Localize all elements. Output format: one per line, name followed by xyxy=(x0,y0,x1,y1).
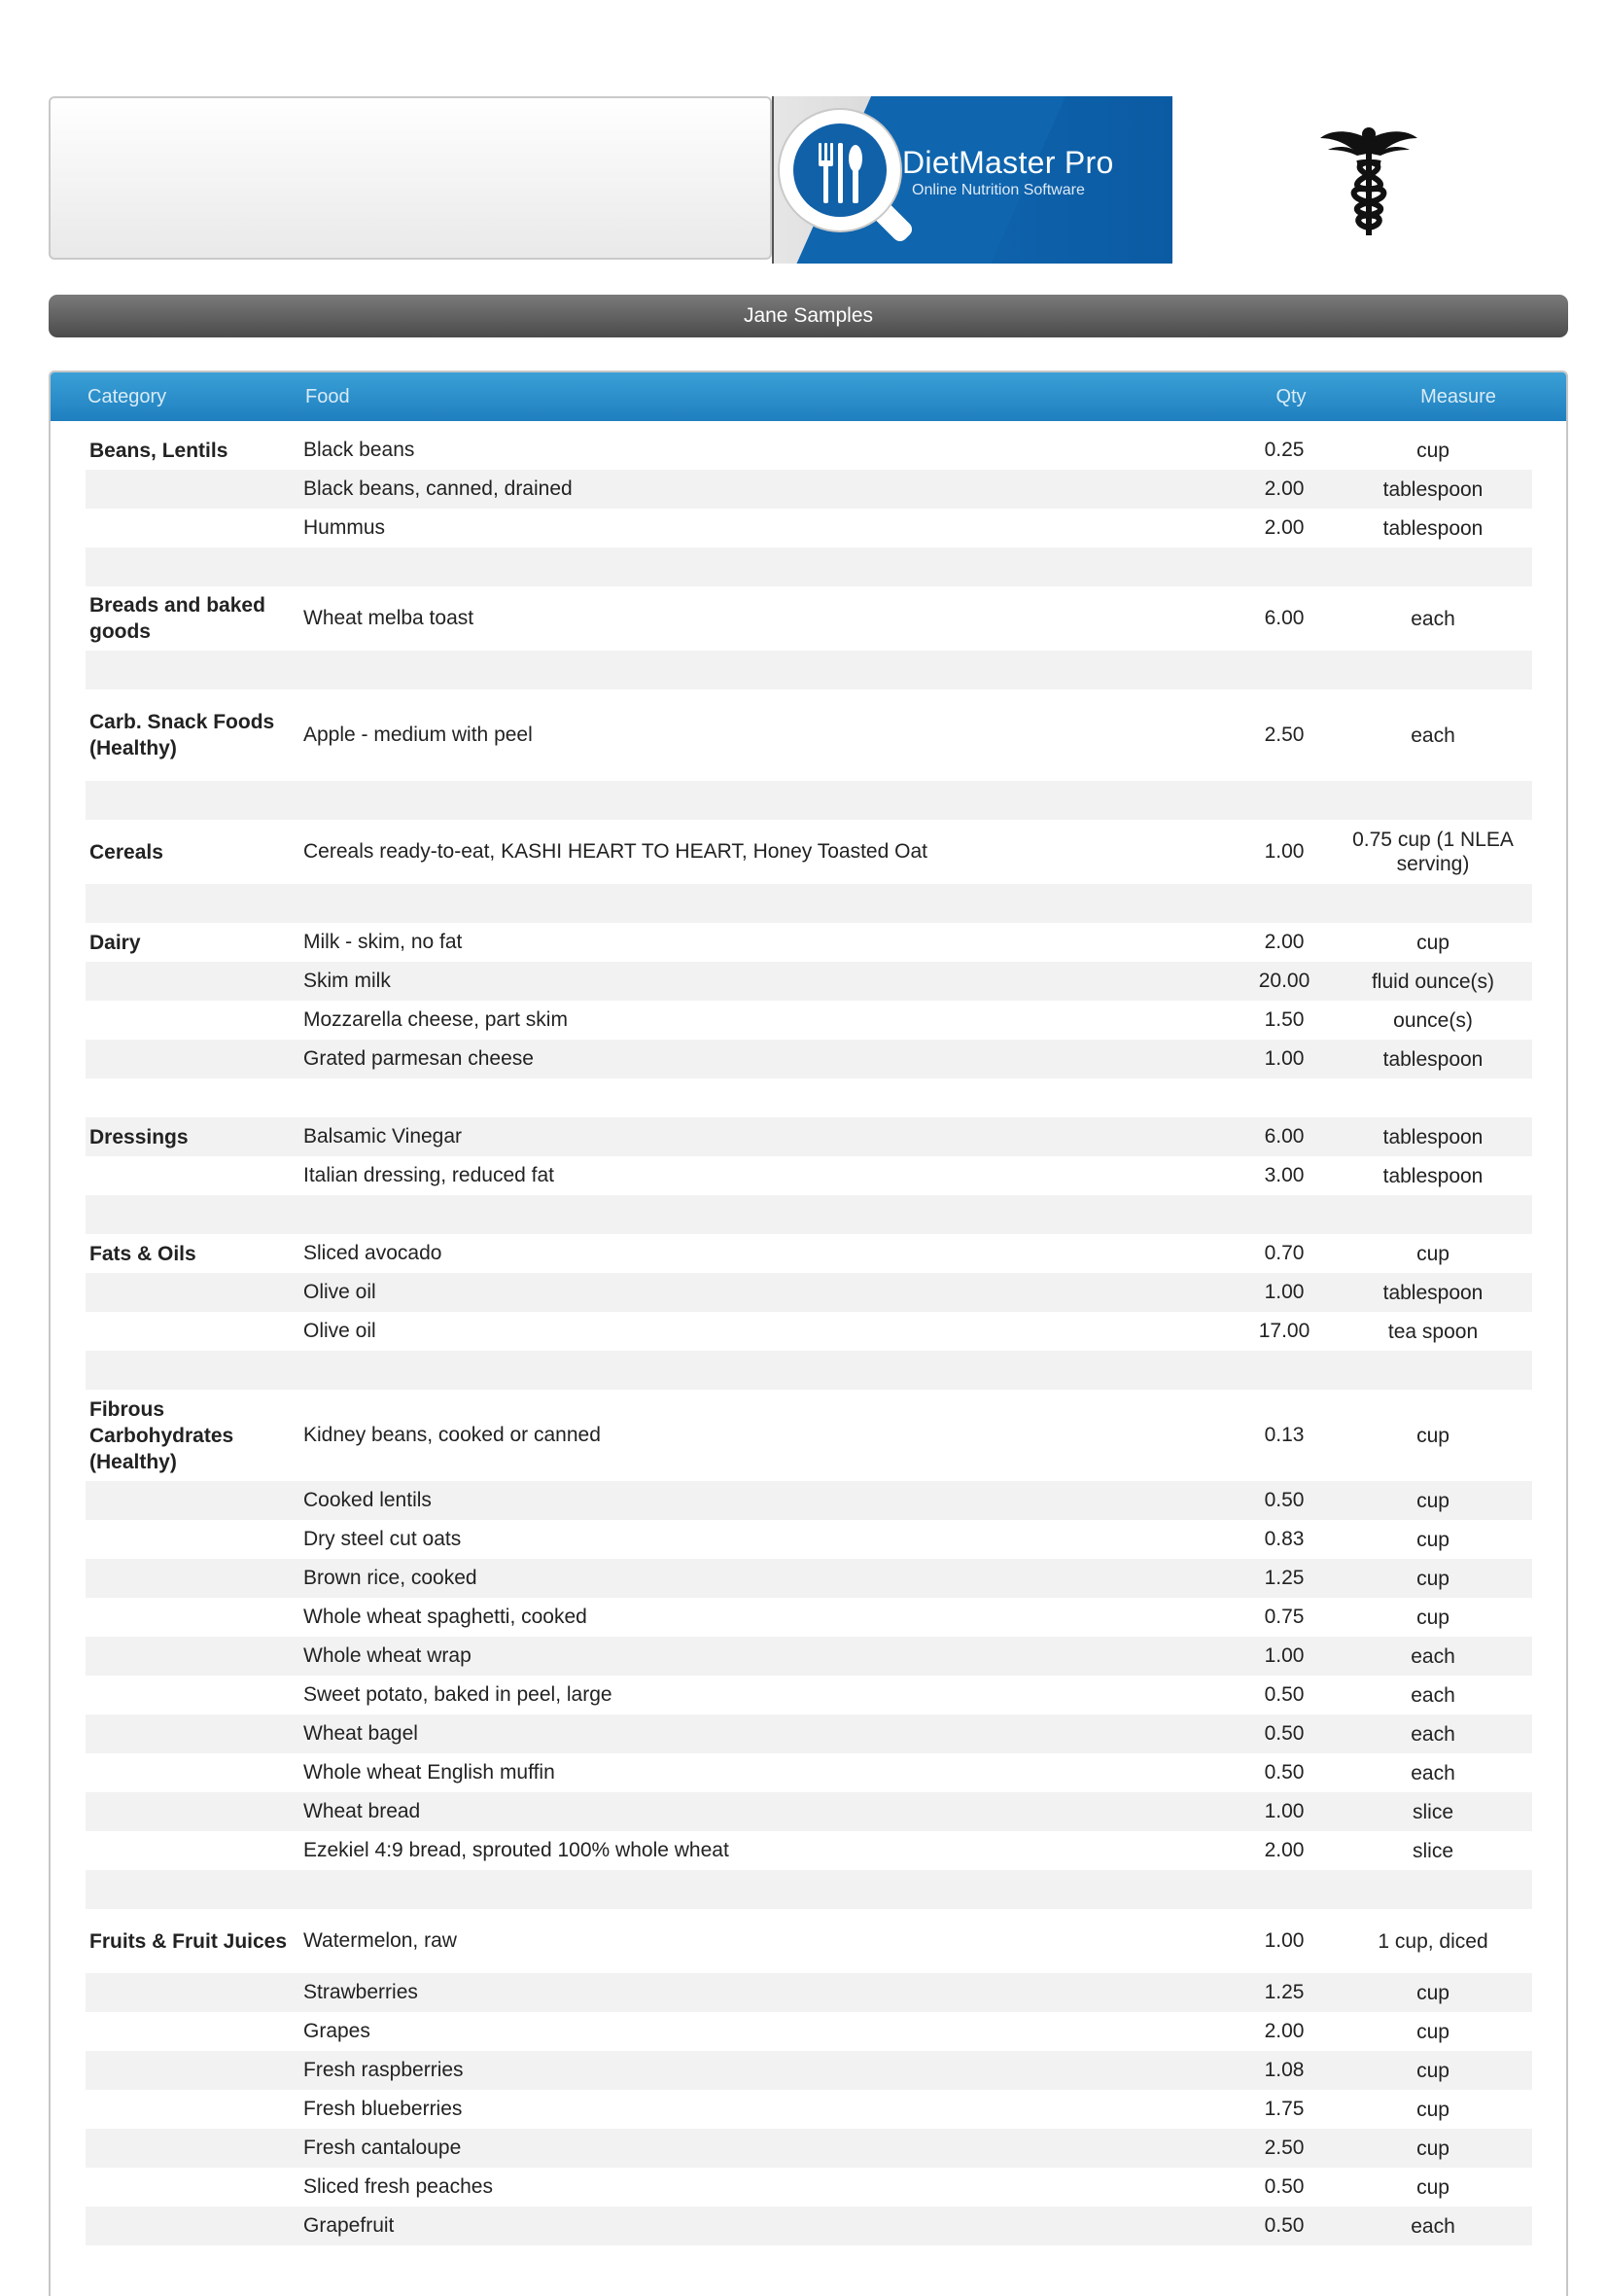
table-row xyxy=(86,1234,1532,1273)
measure-cell: slice xyxy=(1412,1839,1453,1862)
food-cell: Sweet potato, baked in peel, large xyxy=(303,1683,612,1706)
food-cell: Wheat bread xyxy=(303,1800,421,1822)
qty-cell: 0.50 xyxy=(1264,1683,1305,1706)
qty-cell: 2.50 xyxy=(1264,724,1305,746)
food-cell: Apple - medium with peel xyxy=(303,724,533,746)
table-row xyxy=(86,923,1532,962)
measure-cell: cup xyxy=(1416,1242,1450,1265)
table-row xyxy=(86,1753,1532,1792)
measure-cell: cup xyxy=(1416,931,1450,954)
spacer-row xyxy=(86,1870,1532,1909)
table-row xyxy=(86,1676,1532,1714)
food-cell: Strawberries xyxy=(303,1981,418,2003)
qty-cell: 0.50 xyxy=(1264,1489,1305,1511)
measure-cell: cup xyxy=(1416,1567,1450,1590)
table-row xyxy=(86,1831,1532,1870)
spacer-row xyxy=(86,1351,1532,1390)
food-cell: Sliced fresh peaches xyxy=(303,2175,493,2198)
qty-cell: 0.50 xyxy=(1264,2214,1305,2237)
qty-cell: 1.25 xyxy=(1264,1981,1305,2003)
qty-cell: 2.00 xyxy=(1264,931,1305,953)
measure-cell: each xyxy=(1411,607,1455,630)
food-cell: Sliced avocado xyxy=(303,1242,442,1264)
measure-cell: cup xyxy=(1416,1424,1450,1447)
table-row xyxy=(86,586,1532,651)
spacer-row xyxy=(86,781,1532,820)
table-row xyxy=(86,2012,1532,2051)
food-cell: Grapefruit xyxy=(303,2214,395,2237)
food-list-table xyxy=(49,371,1568,2296)
measure-cell: cup xyxy=(1416,1489,1450,1512)
qty-cell: 0.13 xyxy=(1264,1424,1305,1446)
table-row xyxy=(86,1481,1532,1520)
food-cell: Whole wheat wrap xyxy=(303,1644,472,1667)
measure-cell: tablespoon xyxy=(1382,1125,1484,1148)
qty-cell: 0.50 xyxy=(1264,1761,1305,1784)
qty-cell: 0.50 xyxy=(1264,2175,1305,2198)
client-name-bar: Jane Samples xyxy=(49,295,1568,337)
category-cell: Fats & Oils xyxy=(89,1242,196,1265)
food-cell: Italian dressing, reduced fat xyxy=(303,1164,554,1186)
table-row xyxy=(86,2090,1532,2129)
qty-cell: 1.00 xyxy=(1264,840,1305,863)
spacer-row xyxy=(86,651,1532,689)
spacer-row xyxy=(86,884,1532,923)
qty-cell: 2.00 xyxy=(1264,2020,1305,2042)
qty-cell: 0.75 xyxy=(1264,1606,1305,1628)
food-cell: Skim milk xyxy=(303,970,391,992)
table-row xyxy=(86,1909,1532,1973)
logo-title: DietMaster Pro xyxy=(902,145,1114,180)
food-cell: Balsamic Vinegar xyxy=(303,1125,463,1148)
food-cell: Kidney beans, cooked or canned xyxy=(303,1424,601,1446)
qty-cell: 2.00 xyxy=(1264,477,1305,500)
food-cell: Wheat bagel xyxy=(303,1722,418,1745)
qty-cell: 1.00 xyxy=(1264,1047,1305,1070)
food-cell: Grated parmesan cheese xyxy=(303,1047,534,1070)
qty-cell: 1.50 xyxy=(1264,1008,1305,1031)
table-row xyxy=(86,689,1532,781)
measure-cell: each xyxy=(1411,1722,1455,1746)
fork-knife-magnifier-icon xyxy=(811,139,869,207)
table-row xyxy=(86,509,1532,548)
measure-cell: 1 cup, diced xyxy=(1378,1929,1488,1953)
measure-cell: each xyxy=(1411,1761,1455,1784)
qty-cell: 0.25 xyxy=(1264,439,1305,461)
food-cell: Cooked lentils xyxy=(303,1489,432,1511)
measure-cell: each xyxy=(1411,1644,1455,1668)
table-row xyxy=(86,470,1532,509)
table-row xyxy=(86,1390,1532,1481)
table-header xyxy=(51,372,1566,421)
food-cell: Fresh cantaloupe xyxy=(303,2137,462,2159)
qty-cell: 1.75 xyxy=(1264,2098,1305,2120)
column-header-food: Food xyxy=(305,386,350,407)
category-cell: Breads and baked goods xyxy=(89,594,265,643)
measure-cell: cup xyxy=(1416,1528,1450,1551)
food-cell: Olive oil xyxy=(303,1281,376,1303)
category-cell: Fruits & Fruit Juices xyxy=(89,1929,288,1953)
food-cell: Whole wheat English muffin xyxy=(303,1761,555,1784)
qty-cell: 1.25 xyxy=(1264,1567,1305,1589)
food-cell: Hummus xyxy=(303,516,386,539)
spacer-row xyxy=(86,548,1532,586)
table-row xyxy=(86,1559,1532,1598)
qty-cell: 0.50 xyxy=(1264,1722,1305,1745)
table-row xyxy=(86,2051,1532,2090)
measure-cell: tablespoon xyxy=(1382,477,1484,501)
food-cell: Black beans, canned, drained xyxy=(303,477,573,500)
spacer-row xyxy=(86,1195,1532,1234)
column-header-qty: Qty xyxy=(1275,386,1307,407)
measure-cell: fluid ounce(s) xyxy=(1371,970,1495,993)
food-cell: Ezekiel 4:9 bread, sprouted 100% whole wheat xyxy=(303,1839,729,1861)
category-cell: Cereals xyxy=(89,840,163,864)
food-cell: Fresh blueberries xyxy=(303,2098,463,2120)
food-cell: Whole wheat spaghetti, cooked xyxy=(303,1606,587,1628)
qty-cell: 6.00 xyxy=(1264,607,1305,629)
qty-cell: 1.00 xyxy=(1264,1929,1305,1952)
qty-cell: 3.00 xyxy=(1264,1164,1305,1186)
table-row xyxy=(86,2168,1532,2207)
category-cell: Dressings xyxy=(89,1125,189,1148)
table-row xyxy=(86,820,1532,884)
measure-cell: cup xyxy=(1416,2137,1450,2160)
table-row xyxy=(86,2129,1532,2168)
table-row xyxy=(86,1598,1532,1637)
table-row xyxy=(86,1792,1532,1831)
table-row xyxy=(86,1973,1532,2012)
table-row xyxy=(86,2207,1532,2245)
measure-cell: cup xyxy=(1416,439,1450,462)
spacer-row xyxy=(86,1078,1532,1117)
table-row xyxy=(86,1273,1532,1312)
table-row xyxy=(86,431,1532,470)
food-cell: Mozzarella cheese, part skim xyxy=(303,1008,568,1031)
food-cell: Wheat melba toast xyxy=(303,607,474,629)
qty-cell: 17.00 xyxy=(1258,1320,1310,1342)
table-row xyxy=(86,1001,1532,1040)
table-row xyxy=(86,1714,1532,1753)
category-cell: Dairy xyxy=(89,931,141,954)
table-body xyxy=(51,421,1566,2245)
food-cell: Cereals ready-to-eat, KASHI HEART TO HEART, Honey Toasted Oat xyxy=(303,840,927,863)
qty-cell: 1.00 xyxy=(1264,1644,1305,1667)
measure-cell: cup xyxy=(1416,2020,1450,2043)
food-cell: Grapes xyxy=(303,2020,370,2042)
table-row xyxy=(86,1040,1532,1078)
caduceus-icon xyxy=(1318,124,1419,239)
qty-cell: 0.83 xyxy=(1264,1528,1305,1550)
food-cell: Brown rice, cooked xyxy=(303,1567,477,1589)
table-row xyxy=(86,962,1532,1001)
measure-cell: each xyxy=(1411,724,1455,747)
measure-cell: each xyxy=(1411,2214,1455,2238)
qty-cell: 1.00 xyxy=(1264,1281,1305,1303)
qty-cell: 20.00 xyxy=(1258,970,1310,992)
table-row xyxy=(86,1520,1532,1559)
table-row xyxy=(86,1117,1532,1156)
food-cell: Olive oil xyxy=(303,1320,376,1342)
measure-cell: cup xyxy=(1416,2059,1450,2082)
qty-cell: 2.00 xyxy=(1264,516,1305,539)
measure-cell: tablespoon xyxy=(1382,1281,1484,1304)
food-cell: Black beans xyxy=(303,439,415,461)
measure-cell: slice xyxy=(1412,1800,1453,1823)
category-cell: Carb. Snack Foods (Healthy) xyxy=(89,711,275,759)
logo-subtitle: Online Nutrition Software xyxy=(912,182,1085,198)
measure-cell: cup xyxy=(1416,2098,1450,2121)
measure-cell: cup xyxy=(1416,2175,1450,2199)
food-cell: Dry steel cut oats xyxy=(303,1528,462,1550)
measure-cell: each xyxy=(1411,1683,1455,1707)
measure-cell: tablespoon xyxy=(1382,1164,1484,1187)
column-header-measure: Measure xyxy=(1420,386,1496,407)
category-cell: Fibrous Carbohydrates (Healthy) xyxy=(89,1397,234,1473)
category-cell: Beans, Lentils xyxy=(89,439,228,462)
qty-cell: 2.50 xyxy=(1264,2137,1305,2159)
food-cell: Milk - skim, no fat xyxy=(303,931,463,953)
table-row xyxy=(86,1312,1532,1351)
qty-cell: 1.08 xyxy=(1264,2059,1305,2081)
table-row xyxy=(86,1637,1532,1676)
measure-cell: cup xyxy=(1416,1981,1450,2004)
measure-cell: 0.75 cup (1 NLEA serving) xyxy=(1352,829,1514,875)
measure-cell: tablespoon xyxy=(1382,1047,1484,1071)
measure-cell: tablespoon xyxy=(1382,516,1484,540)
qty-cell: 6.00 xyxy=(1264,1125,1305,1148)
header-panel xyxy=(49,96,772,260)
qty-cell: 1.00 xyxy=(1264,1800,1305,1822)
dietmaster-logo xyxy=(772,96,1172,264)
column-header-category: Category xyxy=(87,386,167,407)
food-cell: Fresh raspberries xyxy=(303,2059,464,2081)
qty-cell: 2.00 xyxy=(1264,1839,1305,1861)
measure-cell: ounce(s) xyxy=(1393,1008,1473,1032)
qty-cell: 0.70 xyxy=(1264,1242,1305,1264)
measure-cell: tea spoon xyxy=(1387,1320,1479,1343)
food-cell: Watermelon, raw xyxy=(303,1929,457,1952)
measure-cell: cup xyxy=(1416,1606,1450,1629)
table-row xyxy=(86,1156,1532,1195)
